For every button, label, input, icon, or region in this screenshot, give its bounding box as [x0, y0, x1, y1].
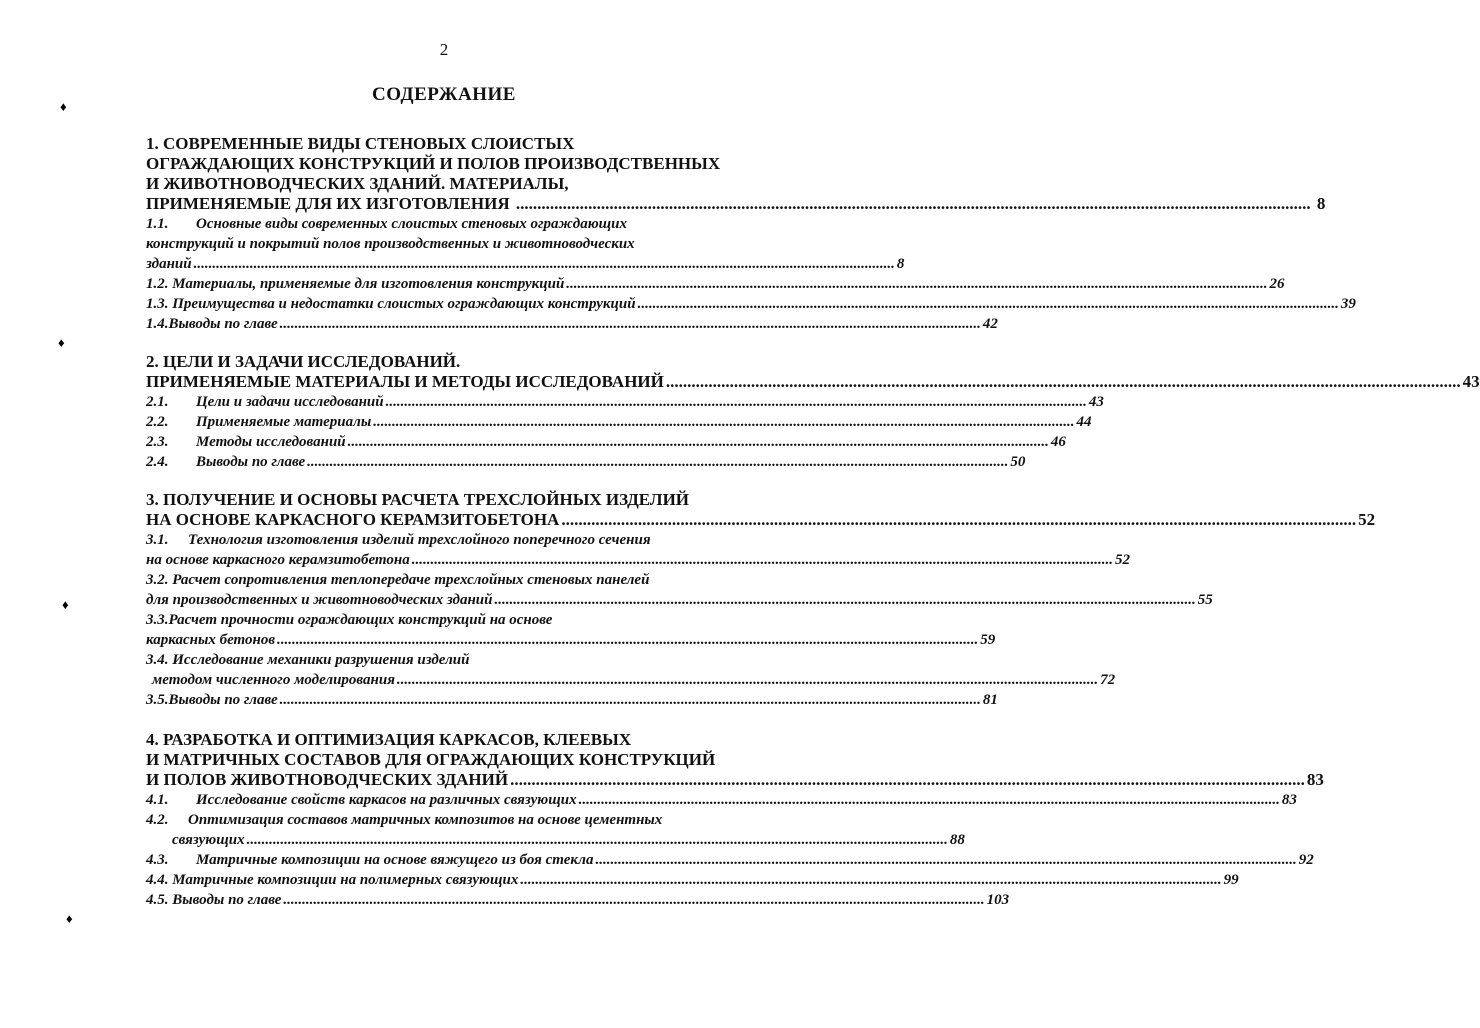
toc-chapter-2 [146, 352, 1480, 472]
page-ref: 83 [1281, 792, 1297, 808]
toc-entry[interactable]: 4.2. Оптимизация составов матричных композитов на основе цементных связующих ..... 88 [146, 810, 746, 850]
margin-mark: ♦ [66, 911, 73, 926]
toc-entry[interactable]: 4.5. Выводы по главе ..... 103 [146, 890, 746, 910]
margin-mark: ♦ [60, 99, 67, 114]
page-ref: 26 [1269, 276, 1285, 292]
toc-entry[interactable]: 4.1. Исследование свойств каркасов на различных связующих ..... 83 [146, 790, 746, 810]
page-ref: 72 [1100, 672, 1116, 688]
page-title: СОДЕРЖАНИЕ [372, 84, 516, 105]
toc-entry[interactable]: 2.2. Применяемые материалы ..... 44 [146, 412, 742, 432]
toc-chapter-1 [146, 134, 1356, 334]
page-ref: 92 [1298, 852, 1314, 868]
toc-entry[interactable]: 1.2. Материалы, применяемые для изготовления конструкций ..... 26 [146, 274, 744, 294]
page-ref: 103 [986, 892, 1010, 908]
page-ref: 43 [1462, 372, 1480, 391]
chapter-4-title[interactable]: 4. РАЗРАБОТКА И ОПТИМИЗАЦИЯ КАРКАСОВ, КЛЕЕВЫХ И МАТРИЧНЫХ СОСТАВОВ ДЛЯ ОГРАЖДАЮЩИХ КОНСТРУКЦИЙ И ПОЛОВ ЖИВОТНОВОДЧЕСКИХ ЗДАНИЙ ..... 83 [146, 730, 746, 790]
toc-entry[interactable]: 3.1. Технология изготовления изделий трехслойного поперечного сечения на основе каркасного керамзитобетона ..... 52 [146, 530, 742, 570]
page-ref: 83 [1306, 770, 1324, 789]
toc-entry[interactable]: 2.3. Методы исследований ..... 46 [146, 432, 742, 452]
toc-entry[interactable]: 3.4. Исследование механики разрушения изделий методом численного моделирования ..... 72 [146, 650, 742, 690]
page-ref: 88 [949, 832, 965, 848]
chapter-3-title[interactable]: 3. ПОЛУЧЕНИЕ И ОСНОВЫ РАСЧЕТА ТРЕХСЛОЙНЫХ ИЗДЕЛИЙ НА ОСНОВЕ КАРКАСНОГО КЕРАМЗИТОБЕТОНА ..... 52 [146, 490, 742, 530]
toc-entry[interactable]: 3.2. Расчет сопротивления теплопередаче трехслойных стеновых панелей для производственных и животноводческих зданий ..... 55 [146, 570, 742, 610]
toc-chapter-3 [146, 490, 1376, 710]
margin-mark: ♦ [62, 597, 69, 612]
margin-mark: ♦ [58, 335, 65, 350]
page-ref: 39 [1340, 296, 1356, 312]
toc-entry[interactable]: 4.4. Матричные композиции на полимерных связующих ..... 99 [146, 870, 746, 890]
toc-entry[interactable]: 3.3.Расчет прочности ограждающих конструкций на основе каркасных бетонов ..... 59 [146, 610, 742, 650]
toc-chapter-4 [146, 730, 1324, 910]
toc-entry[interactable]: 2.1. Цели и задачи исследований ..... 43 [146, 392, 742, 412]
page-ref: 46 [1050, 434, 1066, 450]
toc-entry[interactable]: 1.1. Основные виды современных слоистых стеновых ограждающих конструкций и покрытий полов производственных и животноводческих зданий ..... 8 [146, 214, 744, 274]
page-ref: 43 [1088, 394, 1104, 410]
toc-entry[interactable]: 1.4.Выводы по главе ..... 42 [146, 314, 744, 334]
page-ref: 52 [1358, 510, 1376, 529]
page-ref: 59 [980, 632, 996, 648]
page-ref: 52 [1114, 552, 1130, 568]
page-ref: 8 [1316, 194, 1326, 213]
toc-entry[interactable]: 1.3. Преимущества и недостатки слоистых ограждающих конструкций ..... 39 [146, 294, 744, 314]
chapter-1-title[interactable]: 1. СОВРЕМЕННЫЕ ВИДЫ СТЕНОВЫХ СЛОИСТЫХ ОГРАЖДАЮЩИХ КОНСТРУКЦИЙ И ПОЛОВ ПРОИЗВОДСТВЕННЫХ И ЖИВОТНОВОДЧЕСКИХ ЗДАНИЙ. МАТЕРИАЛЫ, ПРИМЕНЯЕМЫЕ ДЛЯ ИХ ИЗГОТОВЛЕНИЯ ..... 8 [146, 134, 744, 214]
page-ref: 99 [1223, 872, 1239, 888]
page-ref: 50 [1010, 454, 1026, 470]
page-ref: 55 [1197, 592, 1213, 608]
page-ref: 8 [896, 256, 905, 272]
toc-entry[interactable]: 3.5.Выводы по главе ..... 81 [146, 690, 742, 710]
page-ref: 44 [1076, 414, 1092, 430]
page-ref: 42 [982, 316, 998, 332]
chapter-2-title[interactable]: 2. ЦЕЛИ И ЗАДАЧИ ИССЛЕДОВАНИЙ. ПРИМЕНЯЕМЫЕ МАТЕРИАЛЫ И МЕТОДЫ ИССЛЕДОВАНИЙ ..... 43 [146, 352, 742, 392]
page-number: 2 [439, 40, 449, 59]
toc-entry[interactable]: 2.4. Выводы по главе ..... 50 [146, 452, 742, 472]
page-ref: 81 [982, 692, 998, 708]
toc-entry[interactable]: 4.3. Матричные композиции на основе вяжущего из боя стекла ..... 92 [146, 850, 746, 870]
